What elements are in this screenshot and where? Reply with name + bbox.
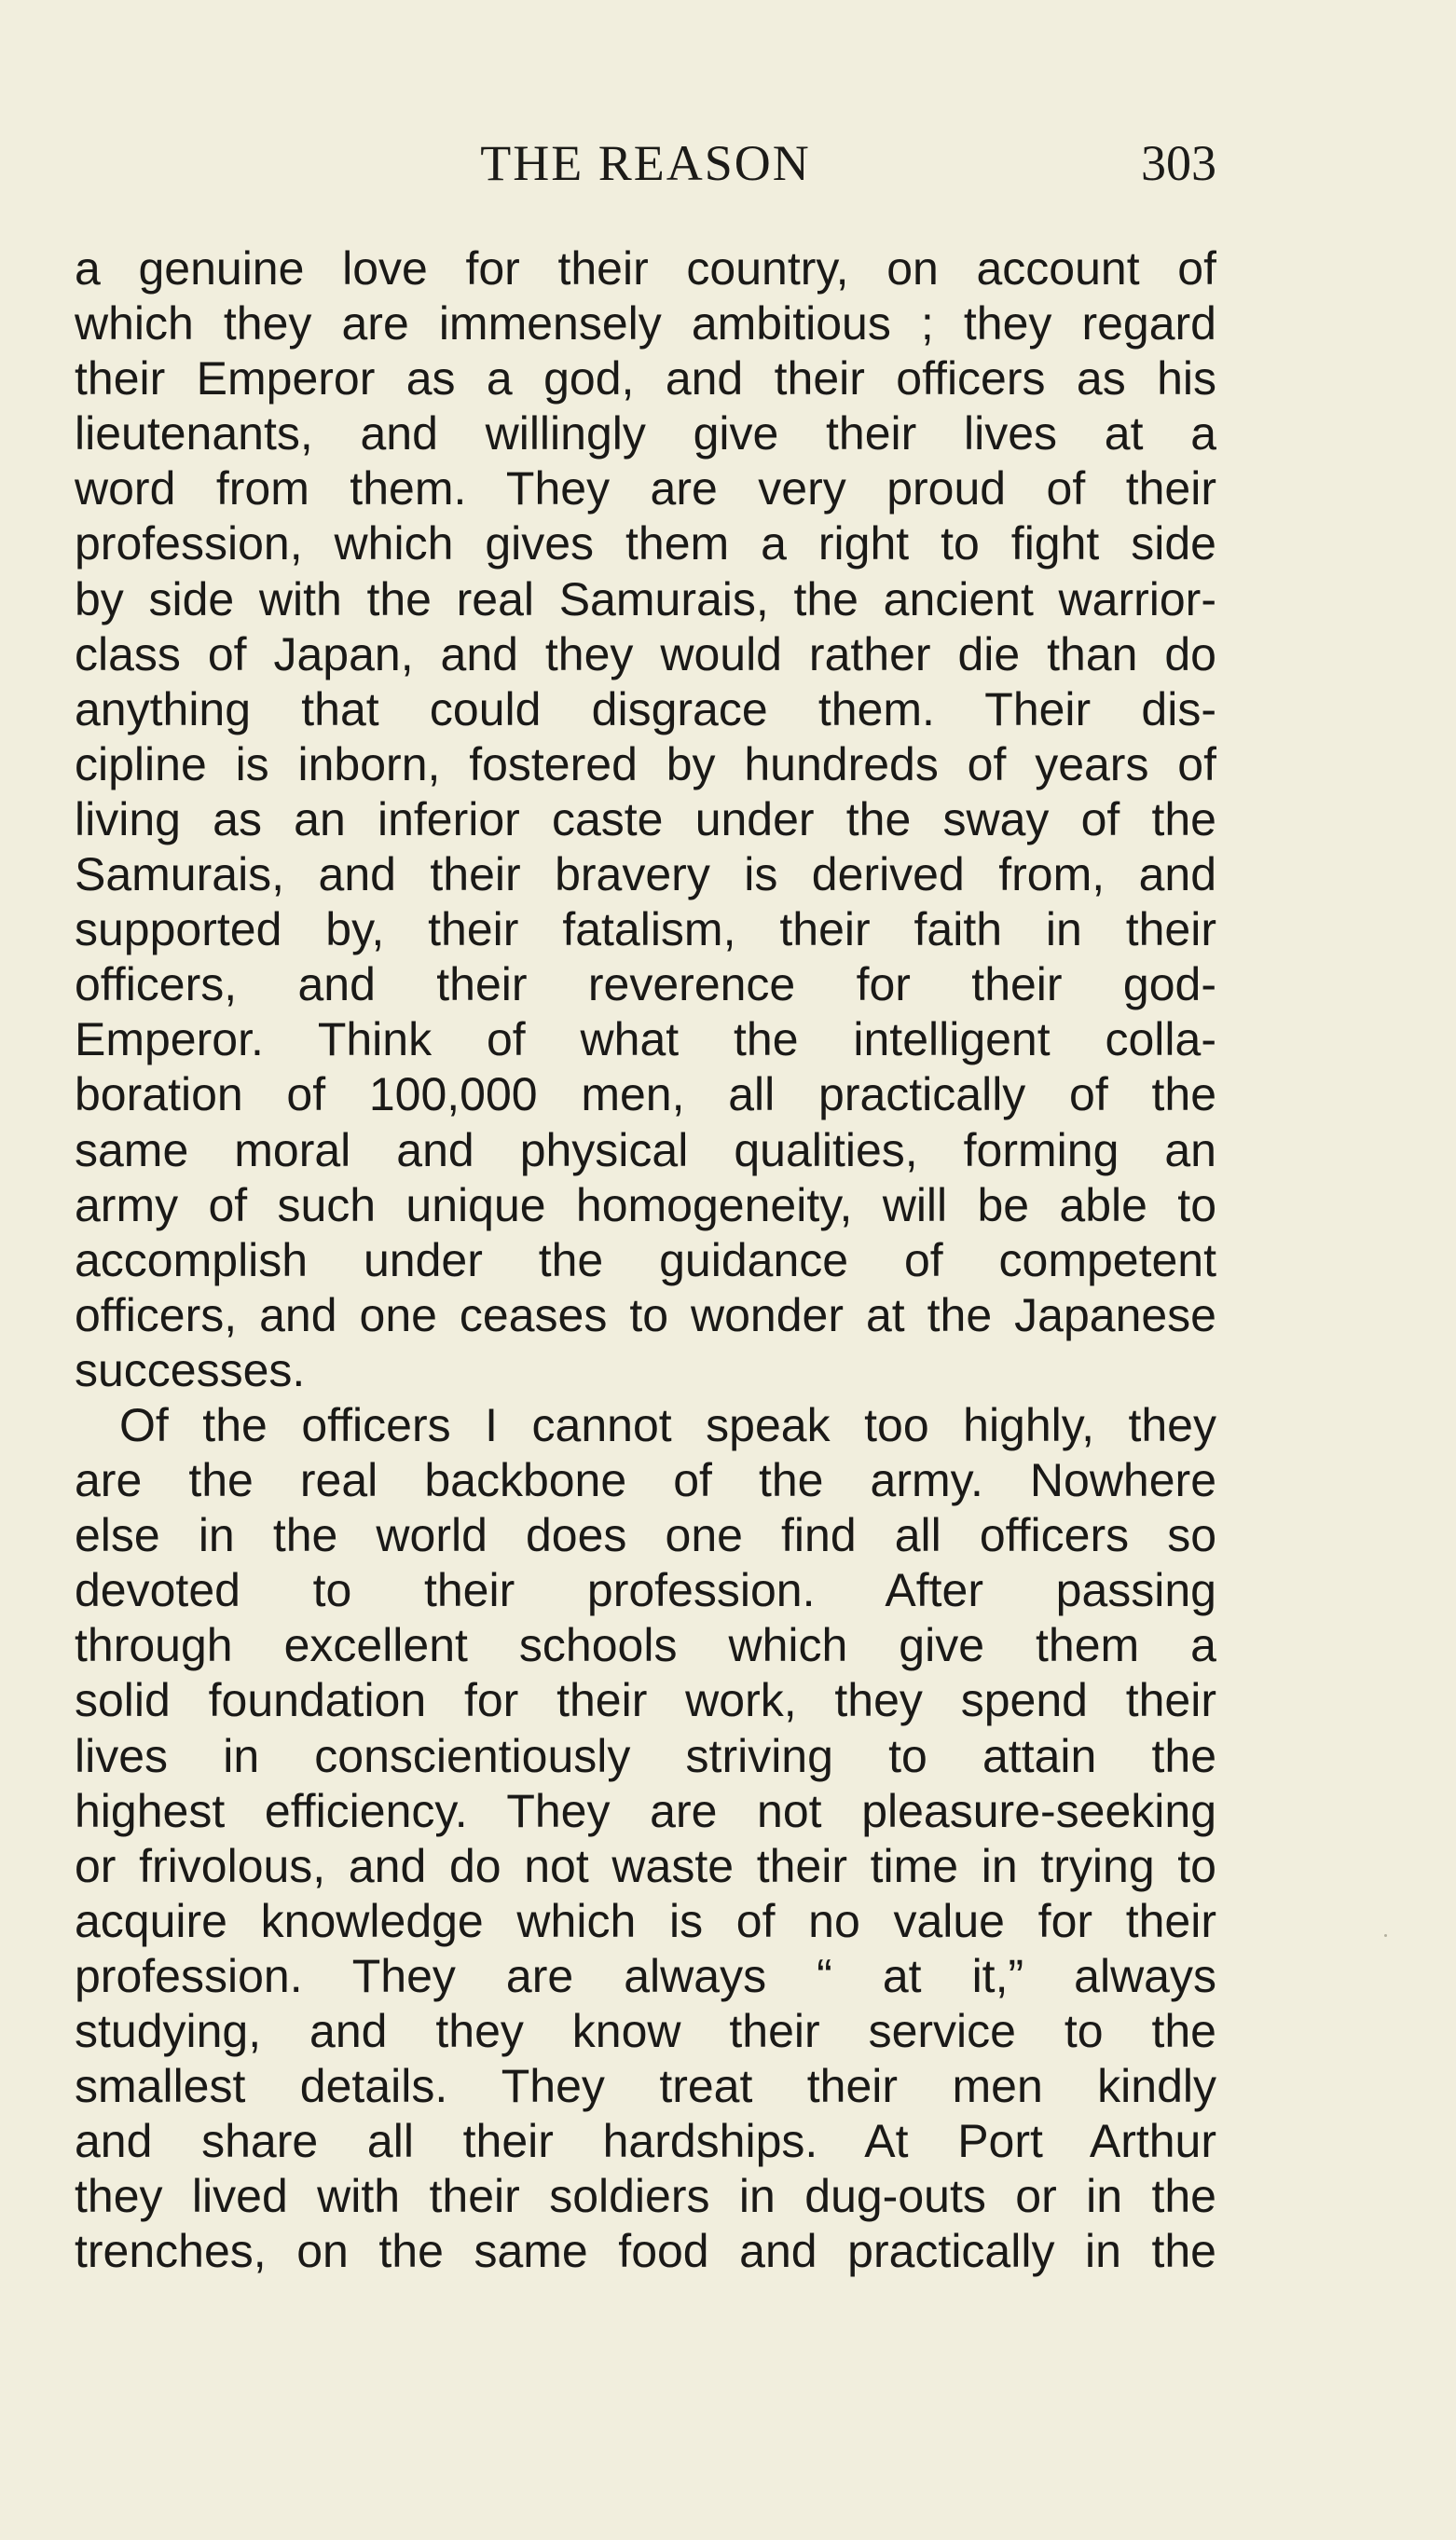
text-line: profession, which gives them a right to fight side [75,517,1216,570]
text-line: studying, and they know their service to the [75,2005,1216,2057]
text-line: successes. [75,1343,306,1396]
paper-speck [1384,1934,1387,1937]
text-line: which they are immensely ambitious ; they regard [75,297,1216,350]
text-line: else in the world does one find all officers so [75,1509,1216,1562]
text-line: supported by, their fatalism, their faith in their [75,903,1216,956]
text-line: officers, and their reverence for their god- [75,958,1216,1011]
text-line: lieutenants, and willingly give their lives at a [75,407,1216,460]
text-line: smallest details. They treat their men kindly [75,2060,1216,2113]
running-head: THE REASON [480,135,811,191]
text-line: or frivolous, and do not waste their time in trying to [75,1839,1216,1892]
text-line: a genuine love for their country, on account of [75,242,1216,295]
text-line: living as an inferior caste under the sway of the [75,792,1216,845]
text-line: through excellent schools which give them a [75,1619,1216,1672]
page-header [75,130,1216,196]
text-line: they lived with their soldiers in dug-outs or in the [75,2170,1216,2223]
text-line: Emperor. Think of what the intelligent colla- [75,1013,1216,1066]
text-line: and share all their hardships. At Port Arthur [75,2115,1216,2168]
text-line: anything that could disgrace them. Their dis- [75,682,1216,735]
text-line: profession. They are always “ at it,” always [75,1949,1216,2002]
page-number: 303 [1141,135,1216,191]
body-text [75,241,1216,2279]
text-line: boration of 100,000 men, all practically of the [75,1068,1216,1121]
text-line: class of Japan, and they would rather die than do [75,627,1216,680]
text-line: same moral and physical qualities, forming an [75,1123,1216,1176]
text-line: are the real backbone of the army. Nowhere [75,1454,1216,1507]
text-line: lives in conscientiously striving to attain the [75,1729,1216,1782]
text-line: their Emperor as a god, and their officers as his [75,352,1216,405]
text-line: Samurais, and their bravery is derived from, and [75,848,1216,901]
text-line: solid foundation for their work, they spend their [75,1674,1216,1727]
text-line: army of such unique homogeneity, will be able to [75,1178,1216,1231]
text-line: by side with the real Samurais, the ancient warrior- [75,572,1216,625]
text-line: officers, and one ceases to wonder at the Japanese [75,1288,1216,1341]
text-line: highest efficiency. They are not pleasure-seeking [75,1784,1216,1837]
paragraph-first-line: Of the officers I cannot speak too highly, they [119,1398,1216,1451]
text-line: devoted to their profession. After passing [75,1564,1216,1617]
text-line: word from them. They are very proud of their [75,462,1216,515]
text-line: acquire knowledge which is of no value for their [75,1894,1216,1947]
text-line: cipline is inborn, fostered by hundreds of years of [75,737,1216,790]
text-line: accomplish under the guidance of competent [75,1233,1216,1286]
text-line: trenches, on the same food and practically in the [75,2225,1216,2278]
